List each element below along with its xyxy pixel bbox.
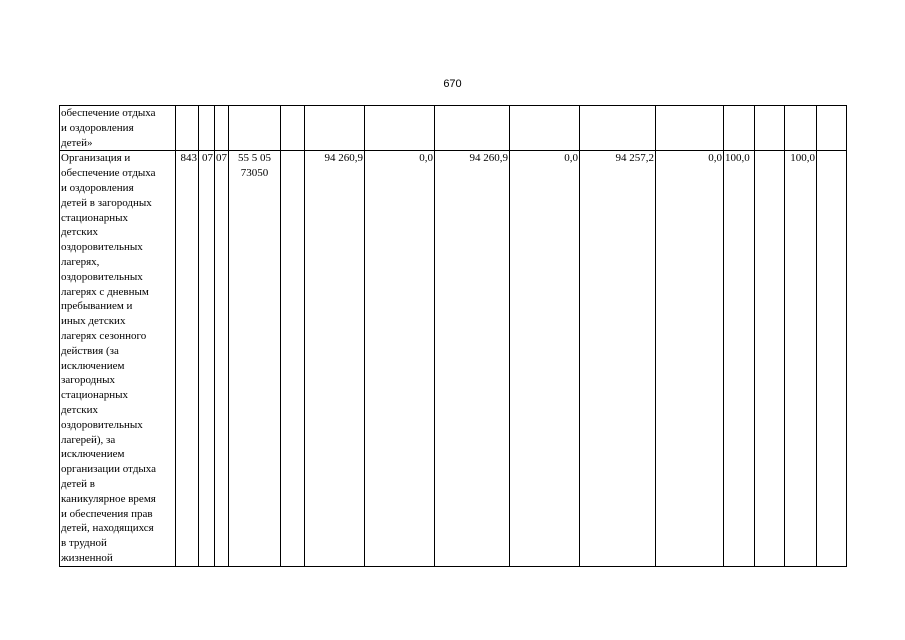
table-row [60, 106, 847, 151]
cell-name-line: каникулярное время [61, 492, 156, 505]
cell-amount-3: 94 260,9 [435, 151, 510, 566]
cell-name-line: обеспечение отдыха [61, 167, 156, 180]
cell-name-line: детей» [61, 136, 93, 149]
cell-amount-3 [435, 106, 510, 151]
cell-empty [817, 106, 847, 151]
cell-amount-2 [365, 106, 435, 151]
cell-name-line: детей в загородных [61, 196, 152, 209]
cell-percent-1: 100,0 [724, 151, 755, 566]
cell-section-code: 07 [199, 151, 215, 566]
cell-name-line: детей, находящихся [61, 522, 154, 535]
cell-amount-6 [656, 106, 724, 151]
cell-percent-3: 100,0 [785, 151, 817, 566]
cell-target-article [229, 151, 281, 566]
cell-percent-3 [785, 106, 817, 151]
cell-name-line: лагерях с дневным [61, 285, 149, 298]
cell-name-line: детских [61, 226, 99, 239]
cell-name-line: оздоровительных [61, 241, 143, 254]
cell-name-line: загородных [61, 374, 116, 387]
cell-name-line: обеспечение отдыха [61, 107, 156, 119]
cell-name [60, 106, 176, 151]
cell-name-line: иных детских [61, 315, 126, 328]
cell-amount-1: 94 260,9 [305, 151, 365, 566]
cell-amount-4 [510, 106, 580, 151]
cell-name-line: оздоровительных [61, 418, 143, 431]
cell-percent-2 [755, 106, 785, 151]
cell-name-line: действия (за [61, 344, 119, 357]
cell-name-line: лагерей), за [61, 433, 116, 446]
cell-name-line: Организация и [61, 152, 131, 165]
cell-name-line: и обеспечения прав [61, 507, 153, 520]
cell-name-line: исключением [61, 448, 125, 461]
cell-name-line: исключением [61, 359, 125, 372]
cell-expense-type [281, 106, 305, 151]
cell-name-line: пребыванием и [61, 300, 133, 313]
cell-name-line: в трудной [61, 537, 107, 550]
cell-name-line: лагерях, [61, 255, 100, 268]
cell-expense-type [281, 151, 305, 566]
cell-name-line: оздоровительных [61, 270, 143, 283]
cell-target-article [229, 106, 281, 151]
cell-name [60, 151, 176, 566]
table-row [60, 151, 847, 566]
table-body [60, 106, 847, 567]
cell-name-line: детских [61, 403, 99, 416]
cell-grbs-code [176, 106, 199, 151]
cell-amount-1 [305, 106, 365, 151]
cell-amount-6: 0,0 [656, 151, 724, 566]
cell-percent-2 [755, 151, 785, 566]
cell-empty [817, 151, 847, 566]
cell-amount-5 [580, 106, 656, 151]
cell-percent-1 [724, 106, 755, 151]
cell-name-line: стационарных [61, 389, 129, 402]
cell-name-line: стационарных [61, 211, 129, 224]
cell-name-line: лагерях сезонного [61, 329, 147, 342]
cell-amount-4: 0,0 [510, 151, 580, 566]
cell-name-line: и оздоровления [61, 121, 134, 134]
budget-table [59, 105, 847, 567]
cell-name-line: организации отдыха [61, 463, 157, 476]
cell-section-code [199, 106, 215, 151]
cell-subsection-code [215, 106, 229, 151]
cell-name-line: и оздоровления [61, 181, 134, 194]
cell-name-line: жизненной [61, 551, 113, 564]
cell-amount-2: 0,0 [365, 151, 435, 566]
page-number: 670 [443, 78, 462, 90]
cell-amount-5: 94 257,2 [580, 151, 656, 566]
cell-grbs-code: 843 [176, 151, 199, 566]
cell-target-article-line: 55 5 05 [238, 152, 271, 165]
cell-subsection-code: 07 [215, 151, 229, 566]
cell-name-line: детей в [61, 477, 95, 490]
cell-target-article-line: 73050 [240, 167, 269, 180]
